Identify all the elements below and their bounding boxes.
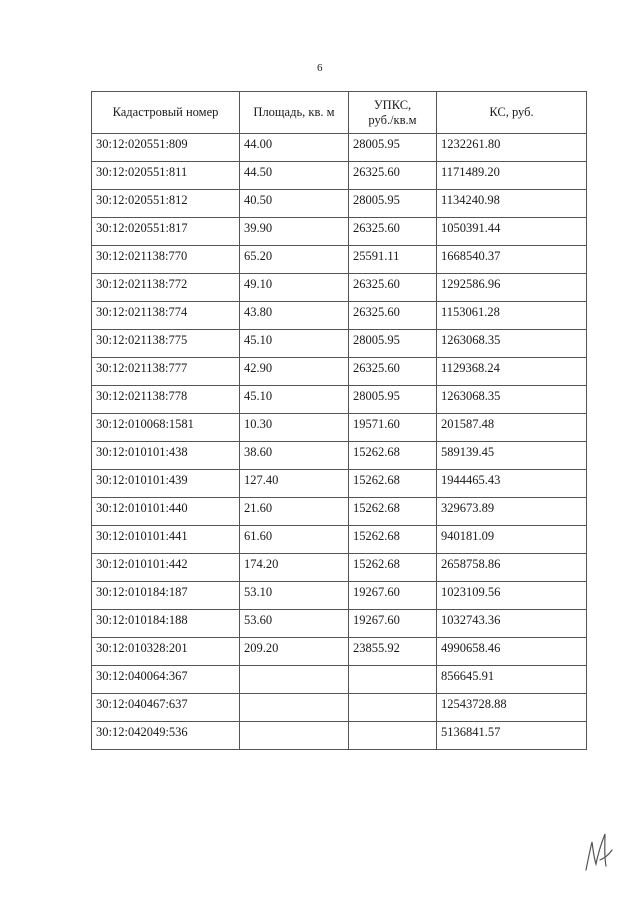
column-header-text: Площадь, кв. м bbox=[253, 105, 335, 119]
cadastral-value-cell: 1050391.44 bbox=[437, 218, 587, 246]
table-row bbox=[92, 302, 587, 330]
cadastral-number-cell: 30:12:021138:770 bbox=[92, 246, 240, 274]
specific-value-cell: 15262.68 bbox=[349, 554, 437, 582]
cadastral-value-cell: 1263068.35 bbox=[437, 330, 587, 358]
cadastral-value-cell: 940181.09 bbox=[437, 526, 587, 554]
cadastral-number-cell: 30:12:020551:817 bbox=[92, 218, 240, 246]
column-header bbox=[240, 92, 349, 134]
specific-value-cell: 19267.60 bbox=[349, 610, 437, 638]
table-row bbox=[92, 638, 587, 666]
cadastral-value-cell: 1032743.36 bbox=[437, 610, 587, 638]
column-header-text: УПКС, bbox=[373, 97, 412, 112]
table-row bbox=[92, 722, 587, 750]
column-header bbox=[437, 92, 587, 134]
specific-value-cell: 28005.95 bbox=[349, 386, 437, 414]
table-row bbox=[92, 666, 587, 694]
area-cell: 10.30 bbox=[240, 414, 349, 442]
table-row bbox=[92, 386, 587, 414]
table-row bbox=[92, 134, 587, 162]
column-header-text: руб./кв.м bbox=[368, 112, 417, 127]
area-cell: 45.10 bbox=[240, 386, 349, 414]
area-cell: 39.90 bbox=[240, 218, 349, 246]
cadastral-number-cell: 30:12:010068:1581 bbox=[92, 414, 240, 442]
table-row bbox=[92, 162, 587, 190]
cadastral-value-cell: 1153061.28 bbox=[437, 302, 587, 330]
cadastral-value-cell: 1232261.80 bbox=[437, 134, 587, 162]
area-cell: 43.80 bbox=[240, 302, 349, 330]
area-cell: 127.40 bbox=[240, 470, 349, 498]
cadastral-number-cell: 30:12:010328:201 bbox=[92, 638, 240, 666]
cadastral-number-cell: 30:12:010101:442 bbox=[92, 554, 240, 582]
column-header-text: Кадастровый номер bbox=[112, 105, 219, 119]
table-row bbox=[92, 246, 587, 274]
page-number: 6 bbox=[317, 62, 323, 74]
cadastral-number-cell: 30:12:040467:637 bbox=[92, 694, 240, 722]
table-row bbox=[92, 694, 587, 722]
area-cell: 44.50 bbox=[240, 162, 349, 190]
cadastral-value-cell: 1944465.43 bbox=[437, 470, 587, 498]
cadastral-number-cell: 30:12:010184:187 bbox=[92, 582, 240, 610]
area-cell: 42.90 bbox=[240, 358, 349, 386]
cadastral-number-cell: 30:12:021138:777 bbox=[92, 358, 240, 386]
cadastral-number-cell: 30:12:021138:772 bbox=[92, 274, 240, 302]
specific-value-cell: 26325.60 bbox=[349, 302, 437, 330]
table-row bbox=[92, 218, 587, 246]
table-row bbox=[92, 190, 587, 218]
specific-value-cell: 26325.60 bbox=[349, 162, 437, 190]
handwritten-initials bbox=[578, 820, 618, 880]
area-cell bbox=[240, 722, 349, 750]
cadastral-value-cell: 1171489.20 bbox=[437, 162, 587, 190]
area-cell: 61.60 bbox=[240, 526, 349, 554]
area-cell: 45.10 bbox=[240, 330, 349, 358]
specific-value-cell: 26325.60 bbox=[349, 218, 437, 246]
table-row bbox=[92, 470, 587, 498]
cadastral-number-cell: 30:12:010101:441 bbox=[92, 526, 240, 554]
column-header-text: КС, руб. bbox=[489, 105, 534, 119]
table-row bbox=[92, 582, 587, 610]
specific-value-cell: 15262.68 bbox=[349, 470, 437, 498]
area-cell: 40.50 bbox=[240, 190, 349, 218]
specific-value-cell bbox=[349, 666, 437, 694]
cadastral-value-cell: 1134240.98 bbox=[437, 190, 587, 218]
specific-value-cell bbox=[349, 722, 437, 750]
cadastral-number-cell: 30:12:021138:774 bbox=[92, 302, 240, 330]
cadastral-number-cell: 30:12:040064:367 bbox=[92, 666, 240, 694]
specific-value-cell: 15262.68 bbox=[349, 442, 437, 470]
table-row bbox=[92, 610, 587, 638]
cadastral-number-cell: 30:12:021138:778 bbox=[92, 386, 240, 414]
cadastral-number-cell: 30:12:010101:438 bbox=[92, 442, 240, 470]
specific-value-cell: 25591.11 bbox=[349, 246, 437, 274]
cadastral-number-cell: 30:12:020551:809 bbox=[92, 134, 240, 162]
area-cell: 21.60 bbox=[240, 498, 349, 526]
cadastral-value-cell: 329673.89 bbox=[437, 498, 587, 526]
cadastral-value-cell: 2658758.86 bbox=[437, 554, 587, 582]
area-cell: 65.20 bbox=[240, 246, 349, 274]
cadastral-number-cell: 30:12:021138:775 bbox=[92, 330, 240, 358]
area-cell: 38.60 bbox=[240, 442, 349, 470]
table-row bbox=[92, 414, 587, 442]
cadastral-number-cell: 30:12:010101:439 bbox=[92, 470, 240, 498]
column-header bbox=[349, 92, 437, 134]
cadastral-value-cell: 1129368.24 bbox=[437, 358, 587, 386]
cadastral-number-cell: 30:12:042049:536 bbox=[92, 722, 240, 750]
specific-value-cell: 28005.95 bbox=[349, 190, 437, 218]
cadastral-value-cell: 1263068.35 bbox=[437, 386, 587, 414]
specific-value-cell bbox=[349, 694, 437, 722]
specific-value-cell: 23855.92 bbox=[349, 638, 437, 666]
table-row bbox=[92, 498, 587, 526]
cadastral-number-cell: 30:12:010101:440 bbox=[92, 498, 240, 526]
area-cell bbox=[240, 666, 349, 694]
table-row bbox=[92, 442, 587, 470]
area-cell: 53.60 bbox=[240, 610, 349, 638]
specific-value-cell: 15262.68 bbox=[349, 526, 437, 554]
cadastral-value-cell: 5136841.57 bbox=[437, 722, 587, 750]
area-cell: 53.10 bbox=[240, 582, 349, 610]
cadastral-value-cell: 12543728.88 bbox=[437, 694, 587, 722]
table-body bbox=[92, 134, 587, 750]
cadastral-value-cell: 4990658.46 bbox=[437, 638, 587, 666]
area-cell: 49.10 bbox=[240, 274, 349, 302]
cadastral-value-cell: 1023109.56 bbox=[437, 582, 587, 610]
specific-value-cell: 19571.60 bbox=[349, 414, 437, 442]
specific-value-cell: 26325.60 bbox=[349, 274, 437, 302]
header-row bbox=[92, 92, 587, 134]
cadastral-number-cell: 30:12:020551:811 bbox=[92, 162, 240, 190]
specific-value-cell: 19267.60 bbox=[349, 582, 437, 610]
table-header bbox=[92, 92, 587, 134]
cadastral-value-cell: 1668540.37 bbox=[437, 246, 587, 274]
specific-value-cell: 28005.95 bbox=[349, 330, 437, 358]
cadastral-number-cell: 30:12:020551:812 bbox=[92, 190, 240, 218]
cadastral-number-cell: 30:12:010184:188 bbox=[92, 610, 240, 638]
table-row bbox=[92, 274, 587, 302]
cadastral-value-cell: 201587.48 bbox=[437, 414, 587, 442]
area-cell: 209.20 bbox=[240, 638, 349, 666]
table-row bbox=[92, 554, 587, 582]
table-row bbox=[92, 526, 587, 554]
area-cell: 174.20 bbox=[240, 554, 349, 582]
specific-value-cell: 15262.68 bbox=[349, 498, 437, 526]
cadastral-value-cell: 856645.91 bbox=[437, 666, 587, 694]
cadastral-value-table bbox=[91, 91, 587, 750]
area-cell bbox=[240, 694, 349, 722]
table-row bbox=[92, 330, 587, 358]
table-row bbox=[92, 358, 587, 386]
cadastral-value-cell: 1292586.96 bbox=[437, 274, 587, 302]
specific-value-cell: 28005.95 bbox=[349, 134, 437, 162]
column-header bbox=[92, 92, 240, 134]
specific-value-cell: 26325.60 bbox=[349, 358, 437, 386]
cadastral-value-cell: 589139.45 bbox=[437, 442, 587, 470]
area-cell: 44.00 bbox=[240, 134, 349, 162]
